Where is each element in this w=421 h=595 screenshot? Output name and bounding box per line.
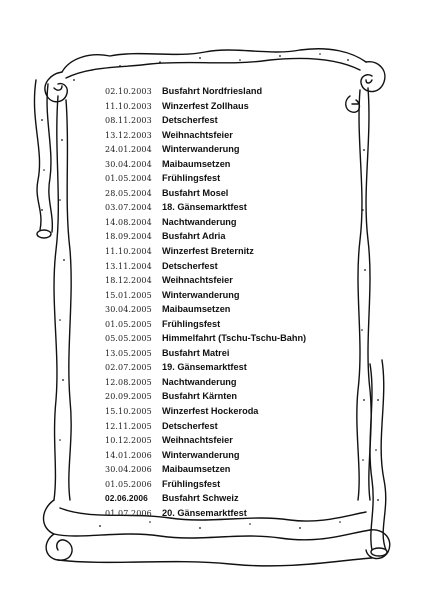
event-date: 10.12.2005 xyxy=(105,436,152,446)
event-name: Nachtwanderung xyxy=(162,216,237,227)
event-name: Busfahrt Kärnten xyxy=(162,391,238,402)
event-row xyxy=(105,142,355,157)
event-date: 13.12.2003 xyxy=(105,130,152,140)
event-row xyxy=(105,462,355,477)
event-name: Weihnachtsfeier xyxy=(162,435,233,446)
event-date: 15.10.2005 xyxy=(105,407,152,417)
event-row xyxy=(105,200,355,215)
event-name: Busfahrt Adria xyxy=(162,231,226,242)
event-date: 08.11.2003 xyxy=(105,116,152,126)
event-name: Weihnachtsfeier xyxy=(162,129,233,140)
event-date: 11.10.2003 xyxy=(105,101,152,111)
event-list xyxy=(105,84,355,520)
event-date: 30.04.2004 xyxy=(105,159,152,169)
event-name: Busfahrt Nordfriesland xyxy=(162,86,263,96)
event-row xyxy=(105,288,355,303)
event-name: Winzerfest Hockeroda xyxy=(162,406,259,417)
event-name: Maibaumsetzen xyxy=(162,304,231,315)
event-name: Detscherfest xyxy=(162,420,218,431)
event-date: 30.04.2006 xyxy=(105,465,152,475)
event-name: Detscherfest xyxy=(162,115,218,126)
event-row xyxy=(105,491,355,506)
event-date: 28.05.2004 xyxy=(105,188,152,198)
event-row xyxy=(105,389,355,404)
event-date: 02.07.2005 xyxy=(105,363,152,373)
event-row xyxy=(105,317,355,332)
event-row xyxy=(105,84,355,99)
event-name: Busfahrt Matrei xyxy=(162,347,230,358)
event-row xyxy=(105,433,355,448)
event-date: 13.05.2005 xyxy=(105,348,152,358)
event-date: 01.05.2006 xyxy=(105,479,152,489)
event-row xyxy=(105,186,355,201)
event-date: 24.01.2004 xyxy=(105,145,152,155)
event-date: 30.04.2005 xyxy=(105,305,152,315)
event-date: 02.06.2006 xyxy=(105,493,148,504)
event-row xyxy=(105,215,355,230)
event-date: 02.10.2003 xyxy=(105,87,152,96)
event-row xyxy=(105,346,355,361)
event-row xyxy=(105,157,355,172)
event-date: 01.05.2004 xyxy=(105,174,152,184)
event-date: 20.09.2005 xyxy=(105,392,152,402)
event-row xyxy=(105,375,355,390)
event-row xyxy=(105,477,355,492)
event-row xyxy=(105,506,355,521)
event-date: 03.07.2004 xyxy=(105,203,152,213)
event-name: Frühlingsfest xyxy=(162,478,221,489)
event-row xyxy=(105,229,355,244)
event-row xyxy=(105,128,355,143)
event-date: 12.08.2005 xyxy=(105,377,152,387)
event-row xyxy=(105,404,355,419)
event-date: 01.05.2005 xyxy=(105,319,152,329)
event-row xyxy=(105,113,355,128)
event-date: 14.01.2006 xyxy=(105,450,152,460)
event-date: 12.11.2005 xyxy=(105,421,152,431)
event-name: 20. Gänsemarktfest xyxy=(162,507,247,518)
event-name: Himmelfahrt (Tschu-Tschu-Bahn) xyxy=(162,333,307,344)
event-name: Busfahrt Mosel xyxy=(162,187,229,198)
event-row xyxy=(105,171,355,186)
event-name: Winterwanderung xyxy=(162,144,240,155)
event-date: 11.10.2004 xyxy=(105,247,152,257)
event-date: 14.08.2004 xyxy=(105,217,152,227)
event-row xyxy=(105,448,355,463)
event-row xyxy=(105,302,355,317)
event-name: Maibaumsetzen xyxy=(162,464,231,475)
event-row xyxy=(105,99,355,114)
event-name: Detscherfest xyxy=(162,260,218,271)
event-date: 01.07.2006 xyxy=(105,508,152,518)
event-row xyxy=(105,360,355,375)
event-date: 13.11.2004 xyxy=(105,261,152,271)
event-name: Maibaumsetzen xyxy=(162,158,231,169)
event-name: Nachtwanderung xyxy=(162,376,237,387)
event-name: Busfahrt Schweiz xyxy=(162,493,239,504)
event-row xyxy=(105,419,355,434)
event-date: 05.05.2005 xyxy=(105,334,152,344)
event-row xyxy=(105,259,355,274)
event-row xyxy=(105,244,355,259)
event-date: 18.12.2004 xyxy=(105,276,152,286)
event-name: 19. Gänsemarktfest xyxy=(162,362,247,373)
event-name: 18. Gänsemarktfest xyxy=(162,202,247,213)
event-date: 15.01.2005 xyxy=(105,290,152,300)
event-name: Frühlingsfest xyxy=(162,318,221,329)
event-name: Winzerfest Zollhaus xyxy=(162,100,249,111)
event-name: Winterwanderung xyxy=(162,449,240,460)
event-name: Frühlingsfest xyxy=(162,173,221,184)
event-row xyxy=(105,273,355,288)
event-name: Winterwanderung xyxy=(162,289,240,300)
event-row xyxy=(105,331,355,346)
event-date: 18.09.2004 xyxy=(105,232,152,242)
event-name: Weihnachtsfeier xyxy=(162,275,233,286)
event-name: Winzerfest Breternitz xyxy=(162,246,254,257)
